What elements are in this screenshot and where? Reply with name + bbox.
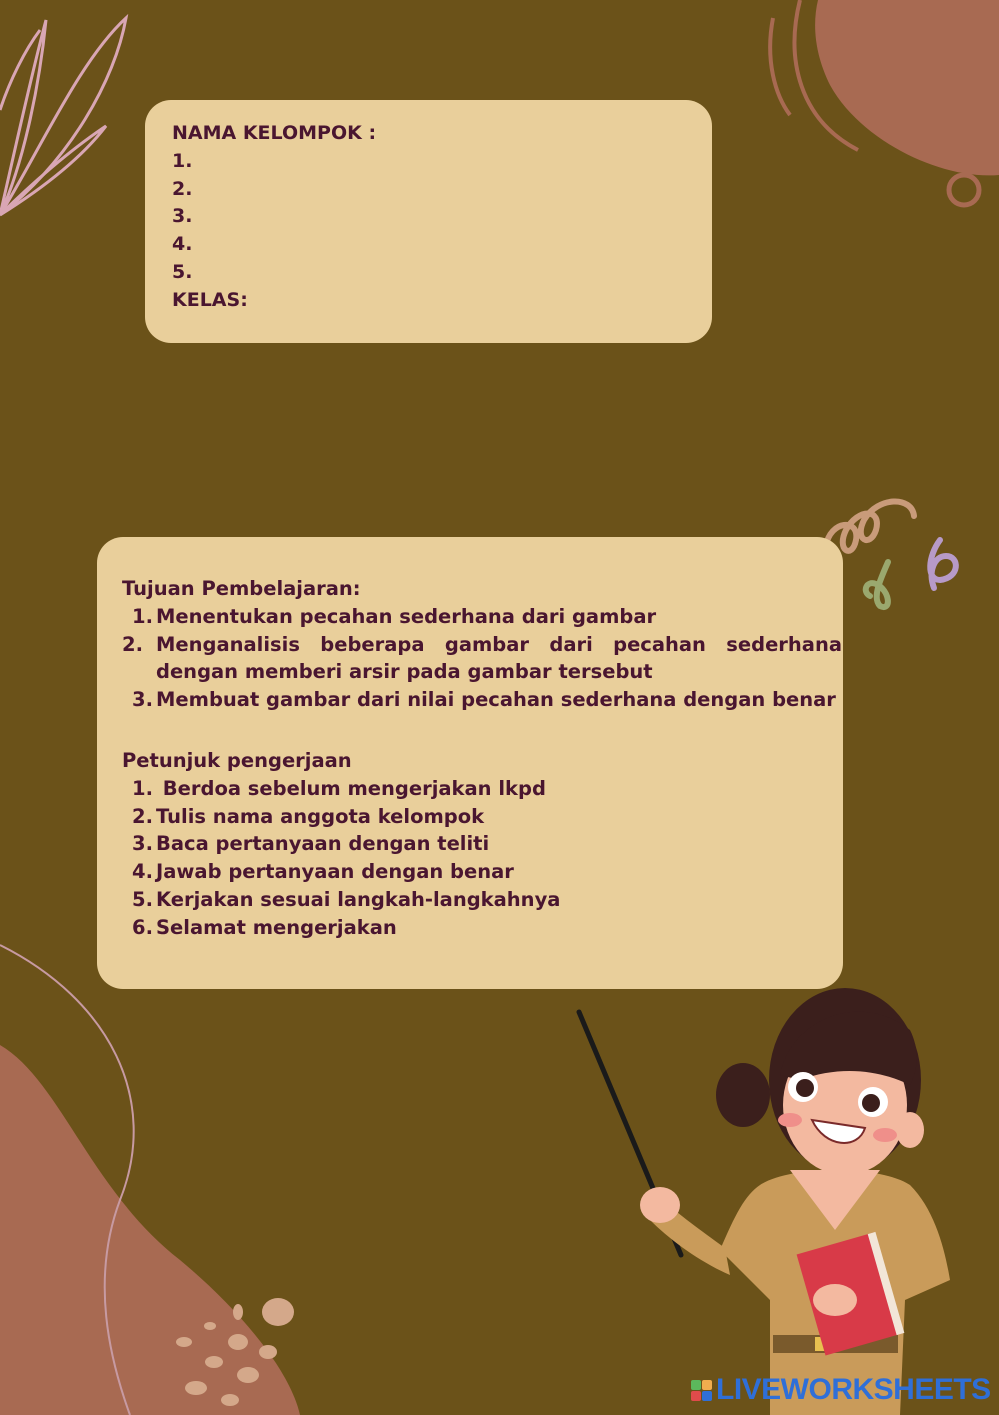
list-item-text: Baca pertanyaan dengan teliti [156,832,490,856]
logo-text: LIVEWORKSHEETS [716,1373,991,1406]
list-item-text: Membuat gambar dari nilai pecahan sederhana dengan benar [156,688,836,712]
list-item [122,858,842,886]
learning-objectives-list [122,603,842,714]
list-item-number: 3. [132,688,153,712]
list-item-text: Tulis nama anggota kelompok [156,804,485,828]
logo-mark-icon [691,1380,712,1401]
list-item [122,886,842,914]
list-item [122,603,842,631]
blob-decoration-top-right [770,0,999,205]
instructions-title: Petunjuk pengerjaan [122,748,352,772]
list-item-text: Berdoa sebelum mengerjakan lkpd [156,776,546,800]
leaf-decoration-top-left [0,18,126,215]
member-line-3: 3. [172,205,193,228]
list-item-number: 6. [132,915,153,939]
instructions-list [122,775,842,942]
list-item [122,775,842,803]
learning-objectives-title: Tujuan Pembelajaran: [122,577,361,600]
list-item-number: 2. [122,632,143,656]
list-item-number: 5. [132,887,153,911]
member-line-5: 5. [172,260,193,283]
member-line-2: 2. [172,177,193,200]
list-item [122,803,842,831]
liveworksheets-logo[interactable] [691,1375,991,1405]
group-name-title: NAMA KELOMPOK : [172,122,377,144]
list-item [122,631,842,687]
list-item-number: 2. [132,804,153,828]
list-item-number: 4. [132,860,153,884]
class-label: KELAS: [172,288,248,311]
list-item-number: 1. [132,604,153,628]
list-item-number: 1. [132,776,153,800]
list-item-text: Jawab pertanyaan dengan benar [156,860,514,884]
squiggle-decoration [826,501,956,607]
group-name-card [145,100,712,343]
list-item-text: Selamat mengerjakan [156,915,397,939]
list-item-text: Menganalisis beberapa gambar dari pecahan sederhana dengan memberi arsir pada gambar tersebut [156,632,842,684]
member-line-1: 1. [172,149,193,172]
teacher-illustration [579,988,950,1415]
list-item-number: 3. [132,832,153,856]
list-item-text: Menentukan pecahan sederhana dari gambar [156,604,657,628]
list-item [122,830,842,858]
blob-decoration-bottom-left [0,945,300,1415]
instructions-card [97,537,843,989]
member-line-4: 4. [172,233,193,256]
list-item [122,686,842,714]
list-item [122,914,842,942]
list-item-text: Kerjakan sesuai langkah-langkahnya [156,887,561,911]
